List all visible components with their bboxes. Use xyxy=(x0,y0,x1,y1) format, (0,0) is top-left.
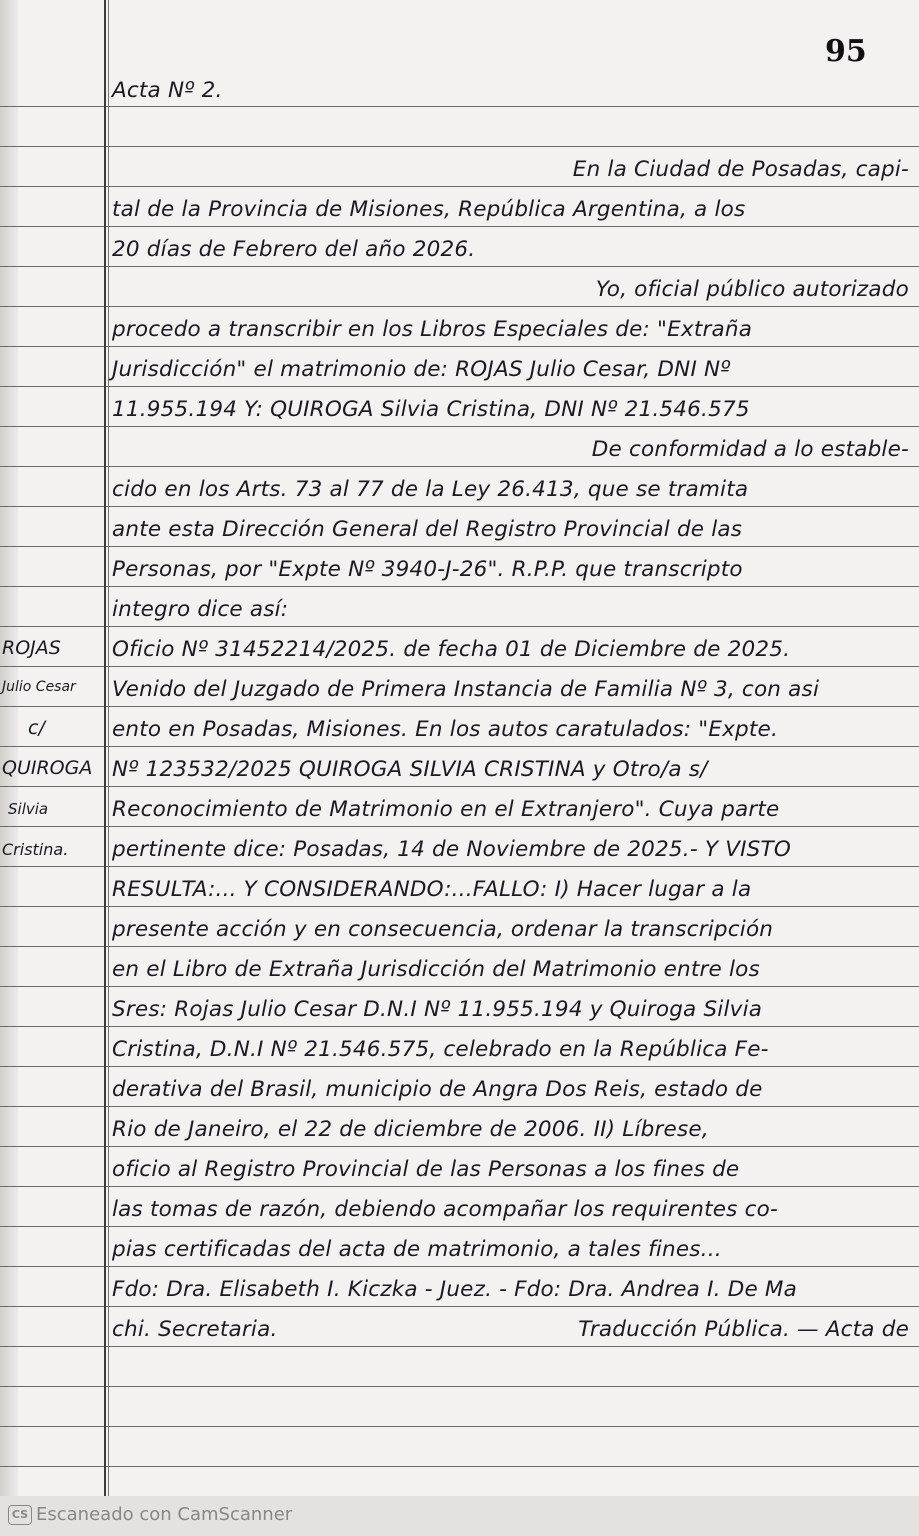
ruled-line xyxy=(0,1026,919,1027)
body-line: ento en Posadas, Misiones. En los autos caratulados: "Expte. xyxy=(112,717,778,742)
body-line: pias certificadas del acta de matrimonio, a tales fines... xyxy=(112,1237,722,1262)
ruled-line xyxy=(0,626,919,627)
margin-line xyxy=(108,0,109,1536)
body-line: tal de la Provincia de Misiones, República Argentina, a los xyxy=(112,197,746,222)
ruled-line xyxy=(0,1226,919,1227)
margin-note: QUIROGA xyxy=(2,757,93,779)
body-line: Rio de Janeiro, el 22 de diciembre de 2006. II) Líbrese, xyxy=(112,1117,709,1142)
body-line: oficio al Registro Provincial de las Personas a los fines de xyxy=(112,1157,740,1182)
ruled-line xyxy=(0,546,919,547)
ruled-line xyxy=(0,386,919,387)
ruled-line xyxy=(0,906,919,907)
ruled-line xyxy=(0,1266,919,1267)
ruled-line xyxy=(0,586,919,587)
ruled-line xyxy=(0,706,919,707)
body-line: 11.955.194 Y: QUIROGA Silvia Cristina, DNI Nº 21.546.575 xyxy=(112,397,750,422)
body-line: Personas, por "Expte Nº 3940-J-26". R.P.P. que transcripto xyxy=(112,557,743,582)
margin-note: Cristina. xyxy=(2,840,69,859)
ruled-line xyxy=(0,506,919,507)
ruled-line xyxy=(0,106,919,107)
body-line: Nº 123532/2025 QUIROGA SILVIA CRISTINA y Otro/a s/ xyxy=(112,757,708,782)
scanner-watermark: Escaneado con CamScanner xyxy=(36,1504,293,1525)
ruled-line xyxy=(0,746,919,747)
ruled-line xyxy=(0,666,919,667)
ruled-line xyxy=(0,1186,919,1187)
ruled-line xyxy=(0,986,919,987)
page-number: 95 xyxy=(825,34,867,69)
body-line: RESULTA:... Y CONSIDERANDO:...FALLO: I) Hacer lugar a la xyxy=(112,877,752,902)
body-line: Fdo: Dra. Elisabeth I. Kiczka - Juez. - Fdo: Dra. Andrea I. De Ma xyxy=(112,1277,798,1302)
ruled-line xyxy=(0,786,919,787)
ruled-line xyxy=(0,186,919,187)
body-line: En la Ciudad de Posadas, capi- xyxy=(572,157,909,182)
ruled-line xyxy=(0,946,919,947)
body-line: cido en los Arts. 73 al 77 de la Ley 26.413, que se tramita xyxy=(112,477,749,502)
ruled-line xyxy=(0,146,919,147)
ruled-line xyxy=(0,1146,919,1147)
body-line: pertinente dice: Posadas, 14 de Noviembre de 2025.- Y VISTO xyxy=(112,837,791,862)
body-line: Traducción Pública. — Acta de xyxy=(578,1317,909,1342)
margin-note: Silvia xyxy=(8,800,49,818)
margin-note: ROJAS xyxy=(2,637,61,659)
body-line: ante esta Dirección General del Registro Provincial de las xyxy=(112,517,743,542)
ruled-line xyxy=(0,866,919,867)
margin-note: Julio Cesar xyxy=(2,679,76,695)
body-line: De conformidad a lo estable- xyxy=(591,437,909,462)
body-line: derativa del Brasil, municipio de Angra Dos Reis, estado de xyxy=(112,1077,763,1102)
ruled-line xyxy=(0,226,919,227)
ruled-line xyxy=(0,1106,919,1107)
ruled-line xyxy=(0,1346,919,1347)
ruled-line xyxy=(0,426,919,427)
body-line: las tomas de razón, debiendo acompañar los requirentes co- xyxy=(112,1197,778,1222)
body-line: 20 días de Febrero del año 2026. xyxy=(112,237,476,262)
margin-note: c/ xyxy=(28,717,45,739)
body-line: Oficio Nº 31452214/2025. de fecha 01 de Diciembre de 2025. xyxy=(112,637,791,662)
body-line: presente acción y en consecuencia, ordenar la transcripción xyxy=(112,917,774,942)
body-line: en el Libro de Extraña Jurisdicción del Matrimonio entre los xyxy=(112,957,760,982)
body-line: Venido del Juzgado de Primera Instancia de Familia Nº 3, con asi xyxy=(112,677,820,702)
body-line: chi. Secretaria. xyxy=(112,1317,278,1342)
body-line: Sres: Rojas Julio Cesar D.N.I Nº 11.955.194 y Quiroga Silvia xyxy=(112,997,763,1022)
ruled-line xyxy=(0,826,919,827)
body-line: Reconocimiento de Matrimonio en el Extranjero". Cuya parte xyxy=(112,797,780,822)
body-line: procedo a transcribir en los Libros Especiales de: "Extraña xyxy=(112,317,753,342)
act-title: Acta Nº 2. xyxy=(112,78,223,103)
ruled-line xyxy=(0,1426,919,1427)
ruled-line xyxy=(0,306,919,307)
body-line: integro dice así: xyxy=(112,597,289,622)
camscanner-logo-icon: CS xyxy=(8,1505,32,1525)
scanner-footer xyxy=(0,1496,919,1536)
ruled-line xyxy=(0,1306,919,1307)
margin-line xyxy=(104,0,106,1536)
body-line: Yo, oficial público autorizado xyxy=(595,277,909,302)
ruled-line xyxy=(0,1466,919,1467)
ruled-line xyxy=(0,466,919,467)
body-line: Cristina, D.N.I Nº 21.546.575, celebrado en la República Fe- xyxy=(112,1037,769,1062)
ruled-line xyxy=(0,266,919,267)
ruled-line xyxy=(0,1066,919,1067)
body-line: Jurisdicción" el matrimonio de: ROJAS Julio Cesar, DNI Nº xyxy=(112,357,731,382)
ruled-line xyxy=(0,346,919,347)
ruled-line xyxy=(0,1386,919,1387)
